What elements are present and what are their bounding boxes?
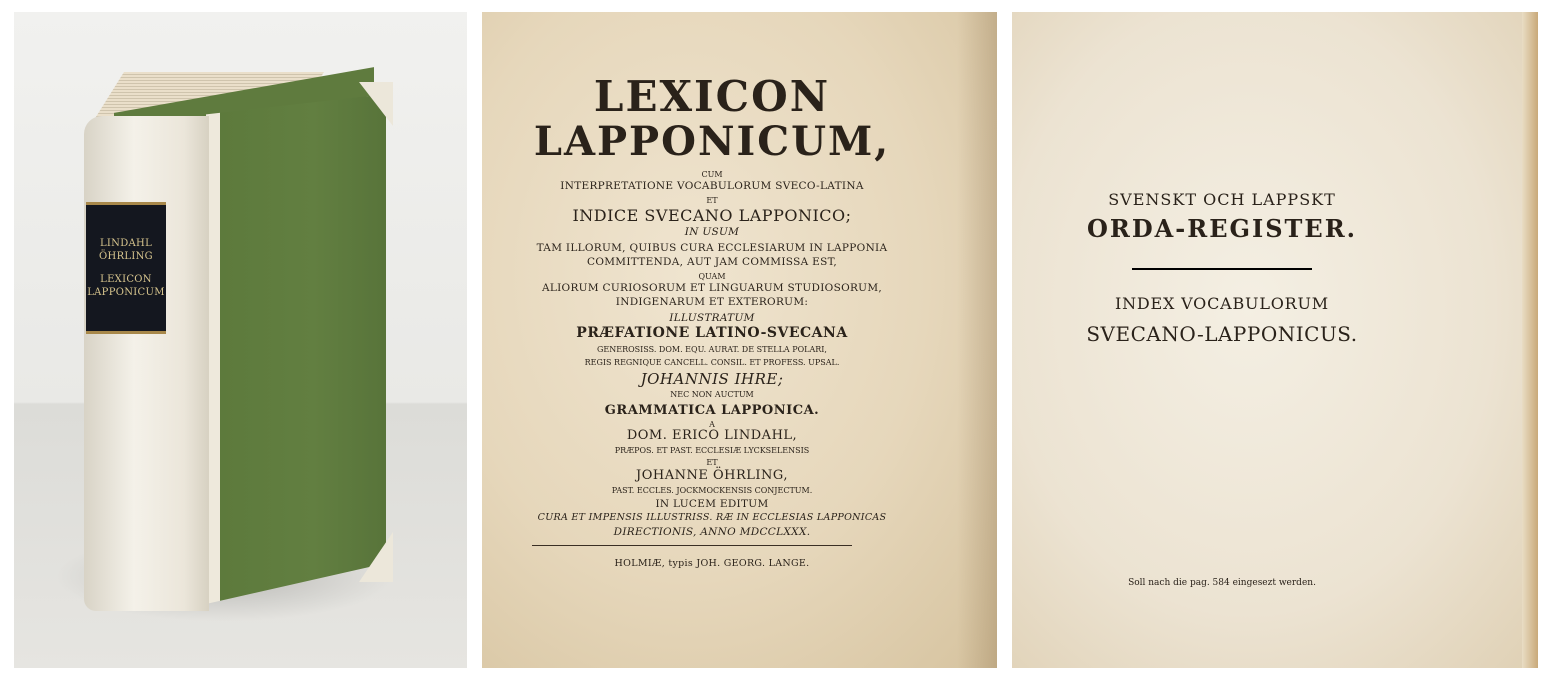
- register-line-1: SVENSKT OCH LAPPSKT: [1108, 190, 1336, 209]
- title-line-5: ET: [706, 196, 718, 205]
- book-photo-panel: [14, 12, 467, 668]
- title-line-3: CUM: [701, 170, 723, 179]
- register-page-panel: [1012, 12, 1538, 668]
- title-line-9: COMMITTENDA, AUT JAM COMMISSA EST,: [587, 256, 837, 268]
- spine-author-1: LINDAHL: [99, 238, 153, 249]
- spine-author-2: ÖHRLING: [99, 251, 153, 262]
- title-line-25: PAST. ECCLES. JOCKMOCKENSIS CONJECTUM.: [611, 486, 813, 495]
- title-line-15: GENEROSISS. DOM. EQU. AURAT. DE STELLA POLARI,: [597, 345, 827, 354]
- title-line-4: INTERPRETATIONE VOCABULORUM SVECO-LATINA: [560, 180, 864, 192]
- book-cover-green-cloth: [206, 94, 386, 604]
- title-line-10: QUAM: [698, 272, 726, 281]
- register-line-3: INDEX VOCABULORUM: [1115, 294, 1329, 313]
- title-line-28: DIRECTIONIS, ANNO MDCCLXXX.: [613, 526, 811, 538]
- title-line-13: ILLUSTRATUM: [669, 312, 755, 324]
- title-line-1: LEXICON: [593, 72, 831, 121]
- title-line-23: ET: [706, 458, 718, 467]
- spine-label: [86, 202, 166, 334]
- title-line-21: DOM. ERICO LINDAHL,: [626, 428, 798, 443]
- title-imprint: HOLMIÆ, typis JOH. GEORG. LANGE.: [614, 558, 810, 569]
- title-line-20: A: [709, 420, 715, 429]
- title-line-8: TAM ILLORUM, QUIBUS CURA ECCLESIARUM IN LAPPONIA: [536, 242, 888, 254]
- spine-title-1: LEXICON: [100, 274, 152, 285]
- book-spine-vellum: [84, 116, 209, 611]
- title-line-6: INDICE SVECANO LAPPONICO;: [572, 206, 852, 225]
- title-line-2: LAPPONICUM,: [533, 118, 891, 165]
- title-line-26: IN LUCEM EDITUM: [655, 498, 769, 510]
- ornament-rule-icon: [1132, 266, 1312, 272]
- register-footnote: Soll nach die pag. 584 eingesezt werden.: [1128, 578, 1316, 588]
- title-line-11: ALIORUM CURIOSORUM ET LINGUARUM STUDIOSORUM,: [541, 282, 883, 294]
- title-line-17: JOHANNIS IHRE;: [640, 370, 784, 388]
- title-line-7: IN USUM: [684, 226, 740, 238]
- title-line-19: GRAMMATICA LAPPONICA.: [604, 403, 820, 418]
- page-edge-shadow: [957, 12, 997, 668]
- title-line-14: PRÆFATIONE LATINO-SVECANA: [576, 325, 848, 341]
- title-rule: [532, 545, 852, 546]
- page-edge-deckle: [1522, 12, 1538, 668]
- title-line-27: CURA ET IMPENSIS ILLUSTRISS. RÆ IN ECCLESIAS LAPPONICAS: [537, 512, 887, 523]
- register-line-2: ORDA-REGISTER.: [1087, 214, 1357, 243]
- title-line-12: INDIGENARUM ET EXTERORUM:: [615, 296, 809, 308]
- title-line-16: REGIS REGNIQUE CANCELL. CONSIL. ET PROFESS. UPSAL.: [584, 358, 840, 367]
- title-line-18: NEC NON AUCTUM: [670, 390, 754, 399]
- title-page-panel: [482, 12, 997, 668]
- title-line-24: JOHANNE ÖHRLING,: [636, 468, 788, 483]
- title-line-22: PRÆPOS. ET PAST. ECCLESIÆ LYCKSELENSIS: [614, 446, 810, 455]
- spine-title-2: LAPPONICUM: [87, 287, 165, 298]
- register-line-4: SVECANO-LAPPONICUS.: [1086, 322, 1358, 346]
